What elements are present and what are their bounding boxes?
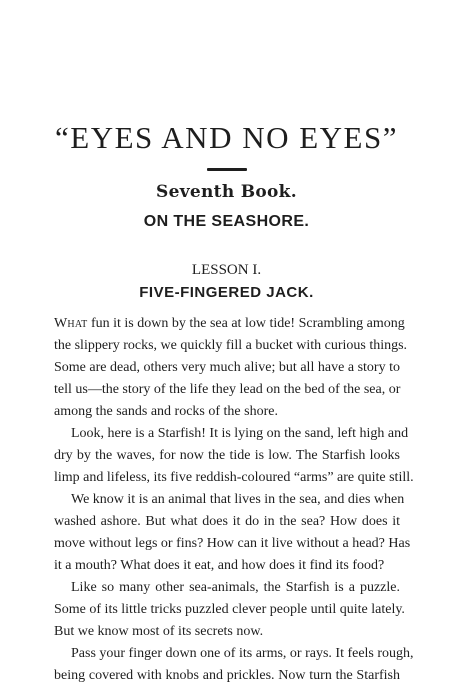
text-line: Some are dead, others very much alive; but all have a story to bbox=[54, 360, 400, 375]
book-heading: Seventh Book. bbox=[156, 182, 297, 202]
text-line: limp and lifeless, its five reddish-coloured “arms” are quite still. bbox=[54, 470, 414, 485]
text-line: Pass your finger down one of its arms, or rays. It feels rough, bbox=[71, 646, 414, 661]
first-word-small-caps: What bbox=[54, 316, 88, 331]
text-line: washed ashore. But what does it do in the sea? How does it bbox=[54, 514, 400, 529]
body-text bbox=[54, 313, 414, 687]
text-line: move without legs or fins? How can it live without a head? Has bbox=[54, 536, 411, 551]
text-line: it a mouth? What does it eat, and how does it find its food? bbox=[54, 558, 385, 573]
lesson-number: LESSON I. bbox=[191, 262, 262, 278]
text-line: Look, here is a Starfish! It is lying on the sand, left high and bbox=[71, 426, 409, 441]
text-line: But we know most of its secrets now. bbox=[54, 624, 264, 639]
chapter-title: “EYES AND NO EYES” bbox=[55, 120, 398, 155]
section-heading: ON THE SEASHORE. bbox=[143, 213, 310, 230]
title-divider-rule bbox=[207, 168, 247, 171]
text-line: We know it is an animal that lives in the sea, and dies when bbox=[71, 492, 405, 507]
text-line: Some of its little tricks puzzled clever people until quite lately. bbox=[54, 602, 405, 617]
text-line: being covered with knobs and prickles. Now turn the Starfish bbox=[54, 668, 400, 683]
text-line: dry by the waves, for now the tide is low. The Starfish looks bbox=[54, 448, 400, 463]
text-line: What fun it is down by the sea at low tide! Scrambling among bbox=[54, 316, 405, 331]
text-line: Like so many other sea-animals, the Starfish is a puzzle. bbox=[71, 580, 400, 595]
text-line: the slippery rocks, we quickly fill a bucket with curious things. bbox=[54, 338, 408, 353]
text-line: tell us—the story of the life they lead on the bed of the sea, or bbox=[54, 382, 401, 397]
lesson-title: FIVE-FINGERED JACK. bbox=[139, 284, 314, 301]
text-line: among the sands and rocks of the shore. bbox=[54, 404, 278, 419]
